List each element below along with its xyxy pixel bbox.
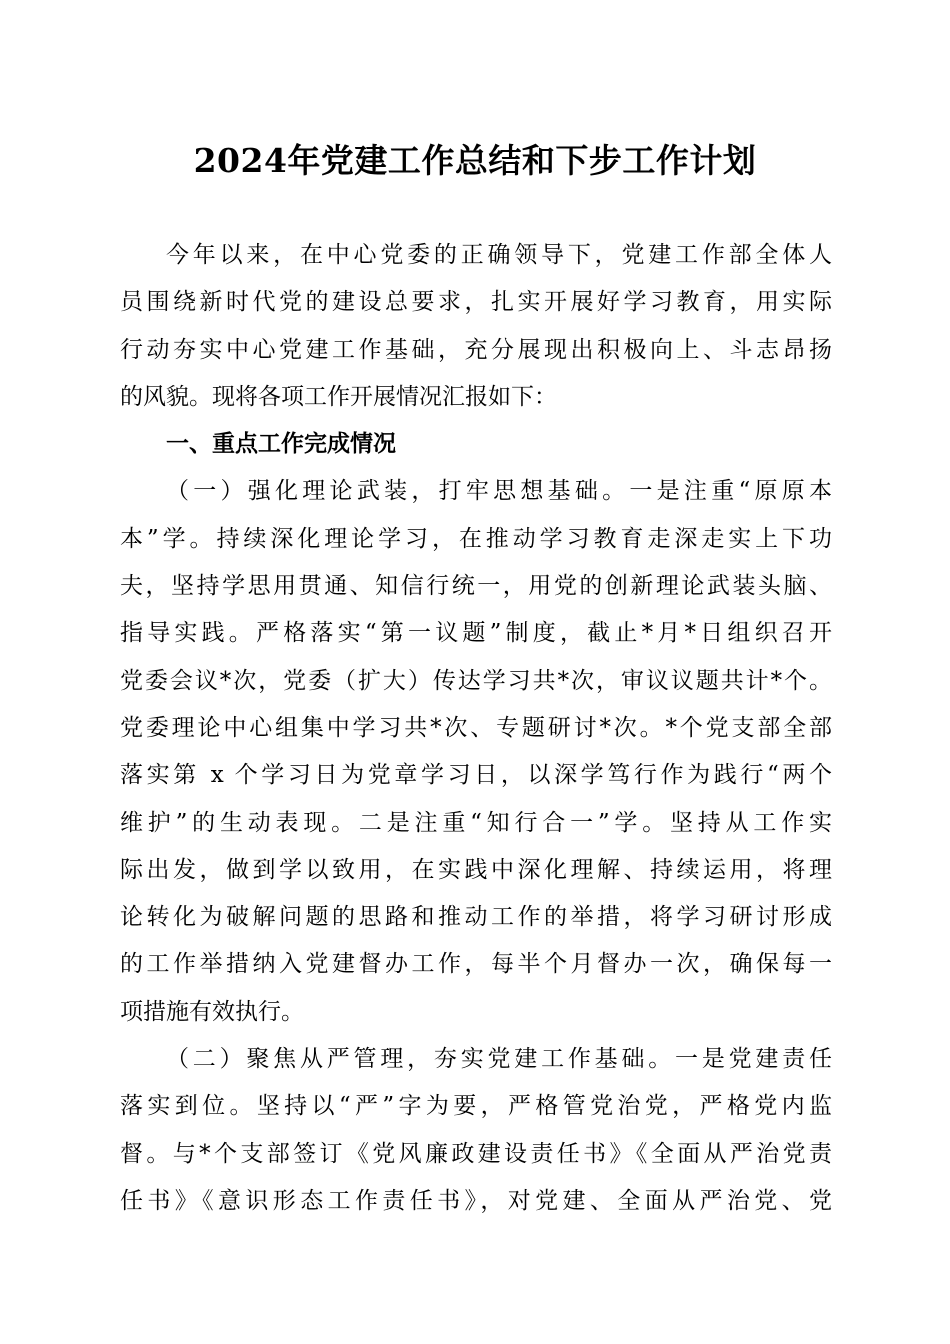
paragraph-line: 任书》《意识形态工作责任书》，对党建、全面从严治党、党 (120, 1187, 832, 1214)
paragraph-line: 维护”的生动表现。二是注重“知行合一”学。坚持从工作实 (120, 809, 832, 836)
paragraph-line: 的工作举措纳入党建督办工作，每半个月督办一次，确保每一 (120, 951, 832, 978)
paragraph-line: 指导实践。严格落实“第一议题”制度，截止*月*日组织召开 (120, 620, 832, 647)
paragraph-line: 夫，坚持学思用贯通、知信行统一，用党的创新理论武装头脑、 (120, 573, 832, 600)
document-body (120, 232, 832, 1225)
paragraph-line: 论转化为破解问题的思路和推动工作的举措，将学习研讨形成 (120, 904, 832, 931)
paragraph-line: 本”学。持续深化理论学习，在推动学习教育走深走实上下功 (120, 525, 832, 552)
paragraph-line: 党委理论中心组集中学习共*次、专题研讨*次。*个党支部全部 (120, 714, 832, 741)
document-title: 2024年党建工作总结和下步工作计划 (193, 141, 757, 180)
paragraph-line: 员围绕新时代党的建设总要求，扎实开展好学习教育，用实际 (120, 289, 832, 316)
section-heading: 一、重点工作完成情况 (166, 431, 396, 458)
paragraph-line: 项措施有效执行。 (120, 998, 304, 1025)
paragraph-line: 落实到位。坚持以“严”字为要，严格管党治党，严格党内监 (120, 1093, 832, 1120)
paragraph-line: 行动夯实中心党建工作基础，充分展现出积极向上、斗志昂扬 (120, 336, 832, 363)
paragraph-line: 今年以来，在中心党委的正确领导下，党建工作部全体人 (166, 242, 832, 268)
paragraph-line: 的风貌。现将各项工作开展情况汇报如下： (120, 383, 557, 410)
paragraph-line: （二）聚焦从严管理，夯实党建工作基础。一是党建责任 (166, 1046, 832, 1073)
paragraph-line: 际出发，做到学以致用，在实践中深化理解、持续运用，将理 (120, 856, 832, 883)
paragraph-line: （一）强化理论武装，打牢思想基础。一是注重“原原本 (166, 478, 832, 505)
paragraph-line: 党委会议*次，党委（扩大）传达学习共*次，审议议题共计*个。 (120, 667, 832, 694)
paragraph-line: 落实第 x 个学习日为党章学习日，以深学笃行作为践行“两个 (120, 762, 832, 789)
paragraph-line: 督。与*个支部签订《党风廉政建设责任书》《全面从严治党责 (120, 1140, 832, 1167)
